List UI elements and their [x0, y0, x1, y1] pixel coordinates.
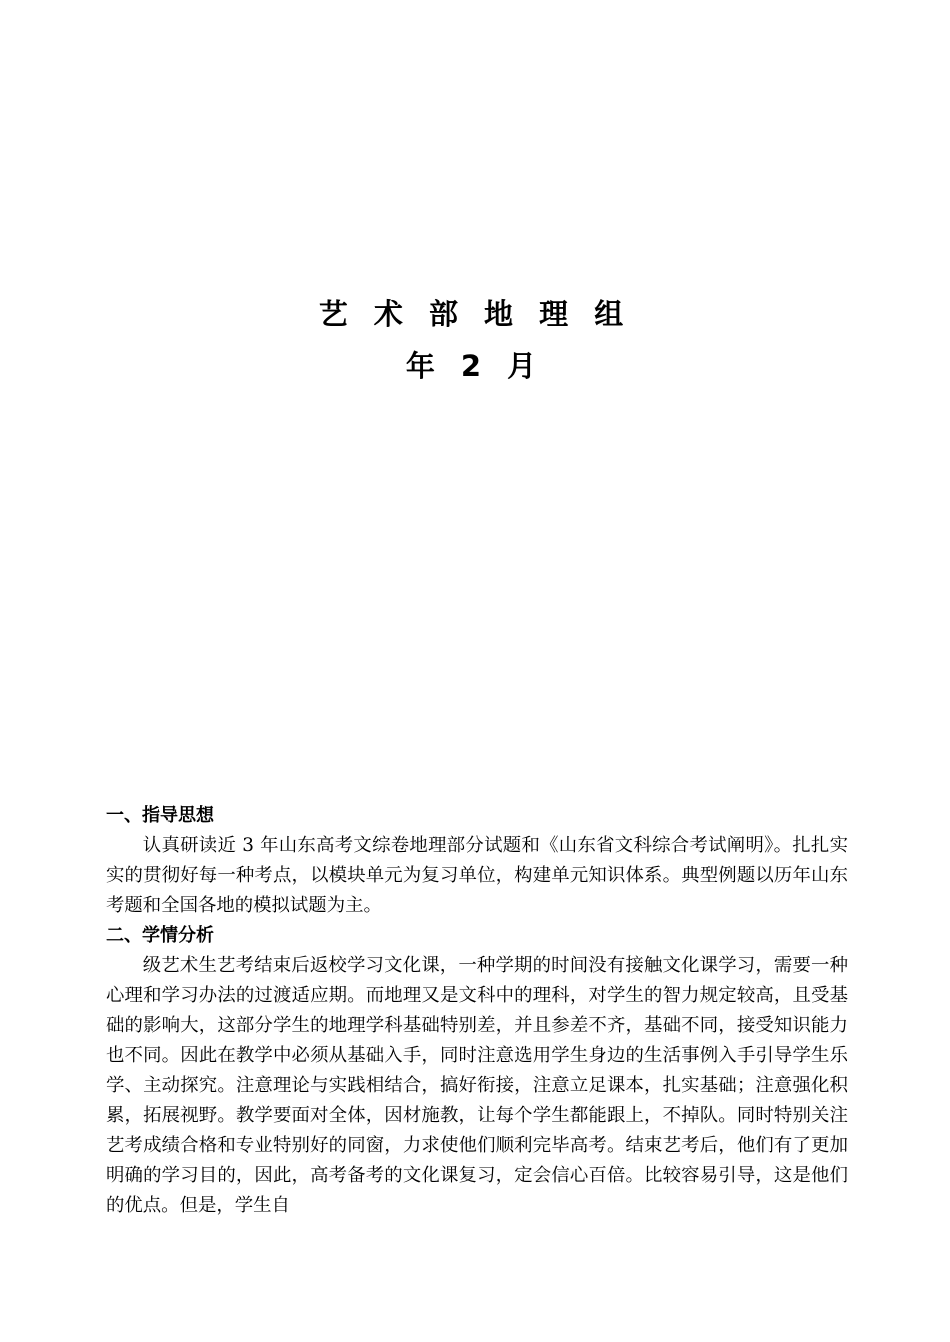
- section-heading: 一、指导思想: [106, 805, 214, 826]
- document-body: [106, 801, 848, 1221]
- section-paragraph: 认真研读近 3 年山东高考文综卷地理部分试题和《山东省文科综合考试阐明》。扎扎实实的贯彻好每一种考点，以模块单元为复习单位，构建单元知识体系。典型例题以历年山东考题和全国各地的模拟试题为主。: [106, 835, 848, 916]
- section-guiding-ideology: [106, 801, 848, 921]
- section-student-analysis: [106, 921, 848, 1221]
- section-paragraph: 级艺术生艺考结束后返校学习文化课，一种学期的时间没有接触文化课学习，需要一种心理和学习办法的过渡适应期。而地理又是文科中的理科，对学生的智力规定较高，且受基础的影响大，这部分学生的地理学科基础特别差，并且参差不齐，基础不同，接受知识能力也不同。因此在教学中必须从基础入手，同时注意选用学生身边的生活事例入手引导学生乐学、主动探究。注意理论与实践相结合，搞好衔接，注意立足课本，扎实基础；注意强化积累，拓展视野。教学要面对全体，因材施教，让每个学生都能跟上，不掉队。同时特别关注艺考成绩合格和专业特别好的同窗，力求使他们顺利完毕高考。结束艺考后，他们有了更加明确的学习目的，因此，高考备考的文化课复习，定会信心百倍。比较容易引导，这是他们的优点。但是，学生自: [106, 955, 848, 1216]
- section-heading: 二、学情分析: [106, 925, 214, 946]
- date-title: 年 2 月: [405, 349, 545, 383]
- cover-title-block: [0, 288, 950, 392]
- department-title: 艺 术 部 地 理 组: [318, 297, 632, 331]
